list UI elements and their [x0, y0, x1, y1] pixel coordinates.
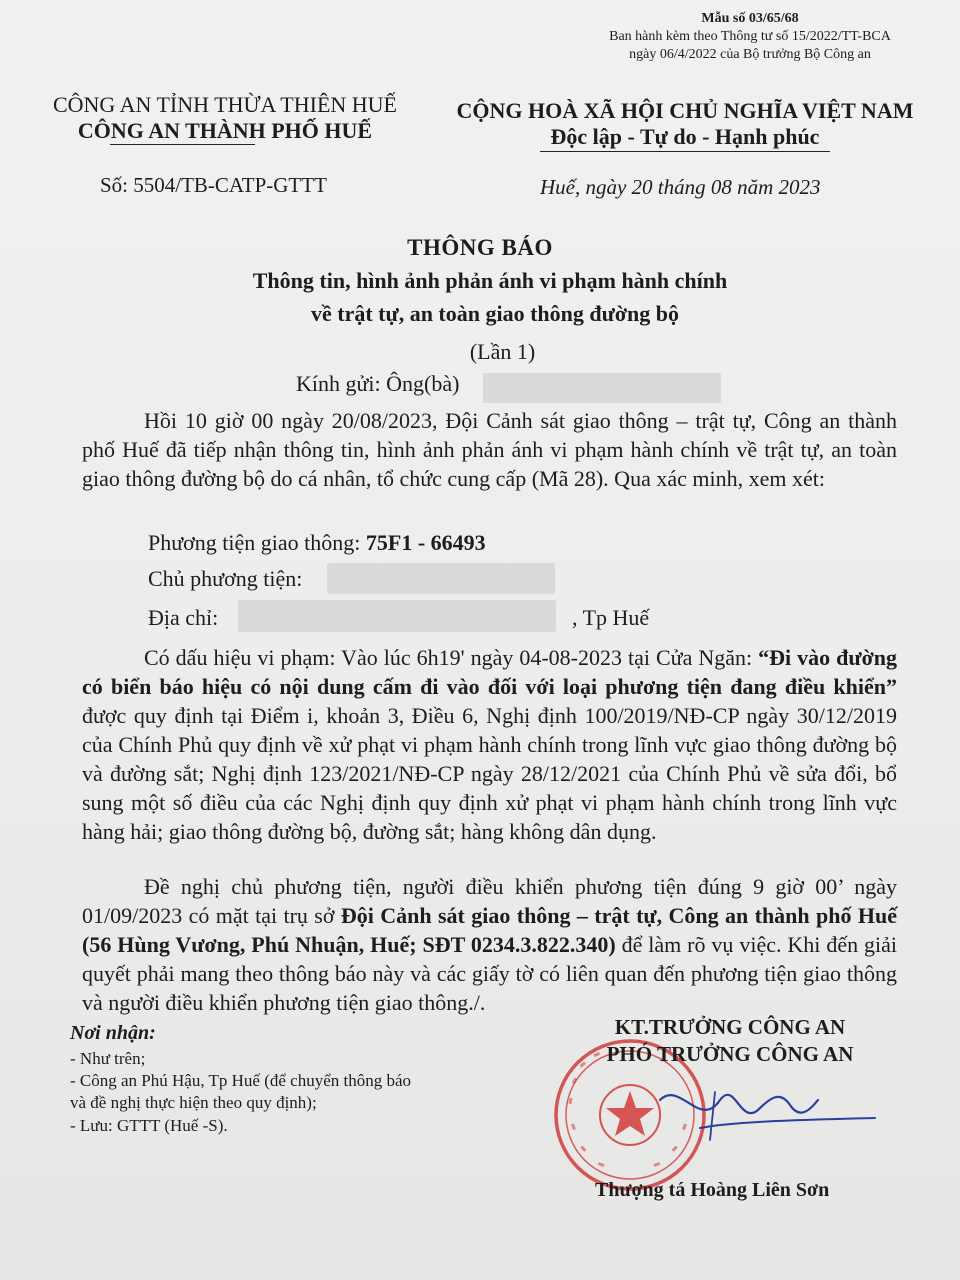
address-line: Địa chỉ: [148, 605, 219, 630]
address-city: , Tp Huế [572, 605, 650, 630]
paragraph-request: Đề nghị chủ phương tiện, người điều khiển phương tiện đúng 9 giờ 00’ ngày 01/09/2023 có mặt tại trụ sở Đội Cảnh sát giao thông – trật tự, Công an thành phố Huế (56 Hùng Vương, Phú Nhuận, Huế; SĐT 0234.3.822.340) để làm rõ vụ việc. Khi đến giải quyết phải mang theo thông báo này và các giấy tờ có liên quan đến phương tiện giao thông và người điều khiển phương tiện giao thông./. [82, 874, 897, 1015]
recipient-item: - Như trên; [70, 1049, 146, 1068]
redacted-owner [327, 563, 555, 594]
recipients-title: Nơi nhận: [70, 1022, 156, 1044]
document-title: THÔNG BÁO [407, 235, 553, 260]
paragraph-intro: Hồi 10 giờ 00 ngày 20/08/2023, Đội Cảnh sát giao thông – trật tự, Công an thành phố Huế đã tiếp nhận thông tin, hình ảnh phản ánh vi phạm hành chính về trật tự, an toàn giao thông đường bộ do cá nhân, tổ chức cung cấp (Mã 28). Qua xác minh, xem xét: [82, 408, 897, 491]
form-number-block [600, 10, 900, 64]
signer-name: Thượng tá Hoàng Liên Sơn [595, 1179, 830, 1201]
document-number: Số: 5504/TB-CATP-GTTT [100, 173, 327, 197]
salutation: Kính gửi: Ông(bà) [296, 371, 460, 396]
vehicle-line: Phương tiện giao thông: 75F1 - 66493 [148, 530, 486, 555]
motto-underline [540, 151, 830, 152]
paragraph-violation: Có dấu hiệu vi phạm: Vào lúc 6h19' ngày 04-08-2023 tại Cửa Ngăn: “Đi vào đường có biển báo hiệu có nội dung cấm đi vào đối với loại phương tiện đang điều khiển” được quy định tại Điểm i, khoản 3, Điều 6, Nghị định 100/2019/NĐ-CP ngày 30/12/2019 của Chính Phủ quy định về xử phạt vi phạm hành chính trong lĩnh vực giao thông đường bộ và đường sắt; Nghị định 123/2021/NĐ-CP ngày 28/12/2021 của Chính Phủ về sửa đổi, bổ sung một số điều của các Nghị định quy định xử phạt vi phạm hành chính trong lĩnh vực hàng hải; giao thông đường bộ, đường sắt; hàng không dân dụng. [82, 645, 898, 844]
recipient-item: - Công an Phú Hậu, Tp Huế (để chuyển thông báo [70, 1071, 412, 1090]
signature-title-2: PHÓ TRƯỞNG CÔNG AN [606, 1042, 854, 1066]
issuing-agency: CÔNG AN THÀNH PHỐ HUẾ [77, 118, 373, 143]
agency-underline [110, 144, 255, 145]
redacted-address [238, 600, 556, 632]
license-plate: 75F1 - 66493 [365, 530, 486, 555]
redacted-name [483, 373, 721, 403]
handwritten-signature [640, 1070, 880, 1160]
place-date: Huế, ngày 20 tháng 08 năm 2023 [540, 175, 821, 199]
violation-description: “Đi vào đường có biển báo hiệu có nội dung cấm đi vào đối với loại phương tiện đang điều khiển” [82, 645, 898, 699]
form-issuance-line: Ban hành kèm theo Thông tư số 15/2022/TT-BCA [609, 29, 891, 44]
recipient-item: và đề nghị thực hiện theo quy định); [70, 1093, 317, 1112]
national-motto: Độc lập - Tự do - Hạnh phúc [550, 124, 820, 149]
parent-agency: CÔNG AN TỈNH THỪA THIÊN HUẾ [52, 92, 397, 117]
office-address: Đội Cảnh sát giao thông – trật tự, Công an thành phố Huế (56 Hùng Vương, Phú Nhuận, Huế; SĐT 0234.3.822.340) [82, 903, 897, 957]
form-code: Mẫu số 03/65/68 [701, 11, 799, 26]
document-subtitle-1: Thông tin, hình ảnh phản ánh vi phạm hành chính [252, 268, 728, 293]
owner-line: Chủ phương tiện: [148, 566, 303, 591]
national-title: CỘNG HOÀ XÃ HỘI CHỦ NGHĨA VIỆT NAM [456, 98, 914, 123]
recipient-item: - Lưu: GTTT (Huế -S). [70, 1116, 228, 1135]
signature-title-1: KT.TRƯỞNG CÔNG AN [614, 1015, 846, 1039]
notice-count: (Lần 1) [469, 339, 536, 364]
form-issuance-date: ngày 06/4/2022 của Bộ trưởng Bộ Công an [629, 47, 871, 62]
document-subtitle-2: về trật tự, an toàn giao thông đường bộ [310, 301, 679, 326]
